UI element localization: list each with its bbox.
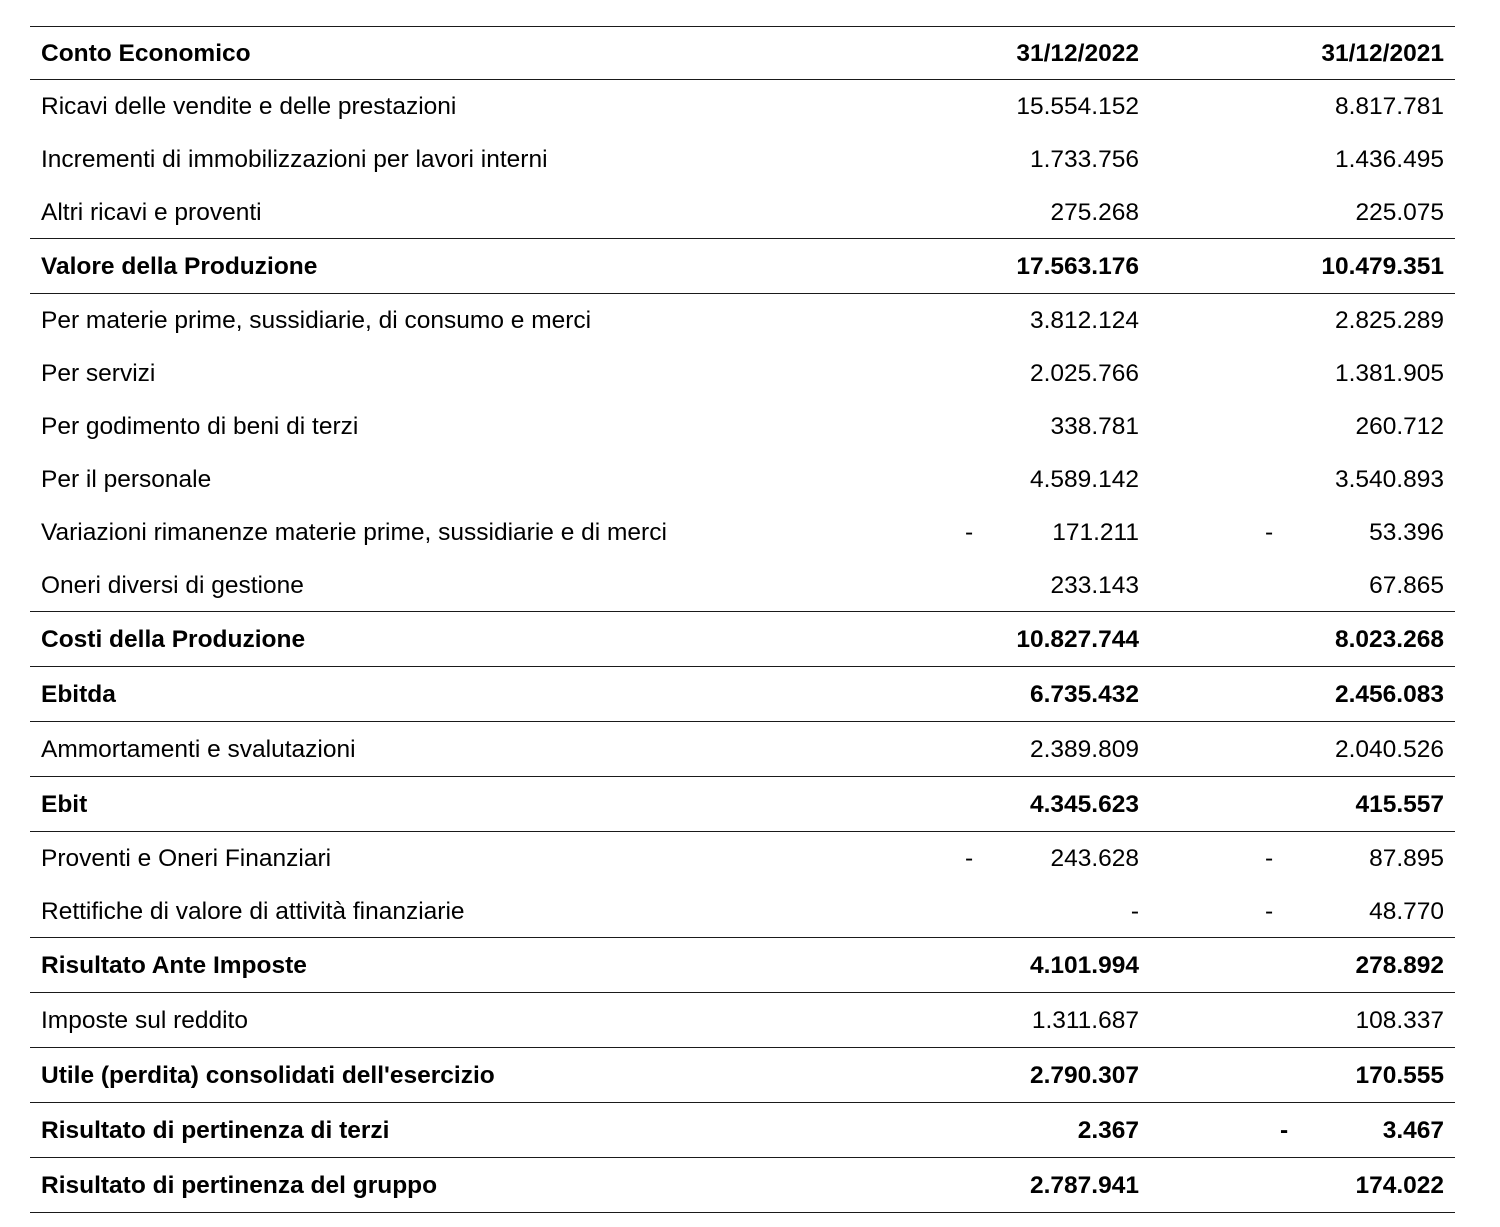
value-2021: 278.892 xyxy=(1355,952,1444,979)
value-2022: 338.781 xyxy=(1050,413,1139,440)
value-2021: 2.040.526 xyxy=(1335,736,1444,763)
row-label: Ebitda xyxy=(41,681,116,708)
value-2021: 67.865 xyxy=(1369,572,1444,599)
table-row xyxy=(30,722,1455,777)
row-label: Ammortamenti e svalutazioni xyxy=(41,736,356,763)
value-2021: 48.770 xyxy=(1369,898,1444,925)
row-label: Altri ricavi e proventi xyxy=(41,199,262,226)
value-2022: 2.389.809 xyxy=(1030,736,1139,763)
row-label: Rettifiche di valore di attività finanziarie xyxy=(41,898,465,925)
row-label: Ebit xyxy=(41,791,88,818)
value-2022: 171.211 xyxy=(1052,519,1139,546)
header-col-2022: 31/12/2022 xyxy=(1016,40,1139,67)
value-2022: 10.827.744 xyxy=(1016,626,1139,653)
table-row xyxy=(30,832,1455,885)
row-label: Proventi e Oneri Finanziari xyxy=(41,845,332,872)
income-statement-table xyxy=(30,26,1455,1213)
negative-sign-2022: - xyxy=(965,845,974,872)
value-2021: 53.396 xyxy=(1369,519,1444,546)
value-2021: 3.540.893 xyxy=(1335,466,1444,493)
subtotal-row xyxy=(30,612,1455,667)
value-2021: 170.555 xyxy=(1355,1062,1444,1089)
negative-sign-2022: - xyxy=(965,519,974,546)
table-row xyxy=(30,453,1455,506)
value-2021: 2.456.083 xyxy=(1335,681,1444,708)
value-2022: 1.733.756 xyxy=(1030,146,1139,173)
value-2021: 1.436.495 xyxy=(1335,146,1444,173)
negative-sign-2021: - xyxy=(1265,519,1274,546)
value-2021: 260.712 xyxy=(1355,413,1444,440)
value-2022: 3.812.124 xyxy=(1030,307,1139,334)
subtotal-row xyxy=(30,1048,1455,1103)
negative-sign-2021: - xyxy=(1280,1117,1289,1144)
value-2021: 415.557 xyxy=(1355,791,1444,818)
row-label: Risultato di pertinenza del gruppo xyxy=(41,1172,438,1199)
row-label: Risultato Ante Imposte xyxy=(41,952,307,979)
row-label: Per godimento di beni di terzi xyxy=(41,413,359,440)
row-label: Ricavi delle vendite e delle prestazioni xyxy=(41,93,457,120)
value-2021: 8.817.781 xyxy=(1335,93,1444,120)
value-2022: - xyxy=(1130,898,1139,925)
value-2021: 225.075 xyxy=(1355,199,1444,226)
value-2022: 2.787.941 xyxy=(1030,1172,1139,1199)
row-label: Costi della Produzione xyxy=(41,626,306,653)
value-2021: 87.895 xyxy=(1369,845,1444,872)
value-2022: 1.311.687 xyxy=(1031,1007,1139,1034)
header-col-2021: 31/12/2021 xyxy=(1321,40,1444,67)
subtotal-row xyxy=(30,667,1455,722)
subtotal-row xyxy=(30,777,1455,832)
row-label: Valore della Produzione xyxy=(41,253,318,280)
row-label: Imposte sul reddito xyxy=(41,1007,248,1034)
subtotal-row xyxy=(30,1103,1455,1158)
table-row xyxy=(30,80,1455,133)
value-2022: 275.268 xyxy=(1050,199,1139,226)
row-label: Per materie prime, sussidiarie, di consumo e merci xyxy=(41,307,592,334)
table-row xyxy=(30,400,1455,453)
table-row xyxy=(30,186,1455,239)
value-2021: 3.467 xyxy=(1382,1117,1444,1144)
negative-sign-2021: - xyxy=(1265,898,1274,925)
value-2022: 2.790.307 xyxy=(1030,1062,1139,1089)
table-row xyxy=(30,506,1455,559)
total-row xyxy=(30,1158,1455,1213)
row-label: Per servizi xyxy=(41,360,156,387)
value-2022: 4.345.623 xyxy=(1030,791,1139,818)
table-row xyxy=(30,133,1455,186)
value-2021: 108.337 xyxy=(1355,1007,1444,1034)
value-2021: 1.381.905 xyxy=(1335,360,1444,387)
value-2022: 2.367 xyxy=(1077,1117,1139,1144)
value-2022: 4.101.994 xyxy=(1030,952,1139,979)
header-label: Conto Economico xyxy=(41,40,251,67)
value-2022: 6.735.432 xyxy=(1030,681,1139,708)
subtotal-row xyxy=(30,239,1455,294)
table-row xyxy=(30,347,1455,400)
value-2021: 8.023.268 xyxy=(1335,626,1444,653)
row-label: Incrementi di immobilizzazioni per lavori interni xyxy=(41,146,548,173)
value-2021: 10.479.351 xyxy=(1321,253,1444,280)
value-2022: 15.554.152 xyxy=(1016,93,1139,120)
value-2022: 2.025.766 xyxy=(1030,360,1139,387)
row-label: Oneri diversi di gestione xyxy=(41,572,304,599)
table-row xyxy=(30,294,1455,347)
table-row xyxy=(30,885,1455,938)
value-2022: 17.563.176 xyxy=(1016,253,1139,280)
value-2021: 174.022 xyxy=(1355,1172,1444,1199)
negative-sign-2021: - xyxy=(1265,845,1274,872)
subtotal-row xyxy=(30,938,1455,993)
table-row xyxy=(30,993,1455,1048)
value-2022: 243.628 xyxy=(1050,845,1139,872)
table-row xyxy=(30,559,1455,612)
value-2022: 4.589.142 xyxy=(1030,466,1139,493)
row-label: Risultato di pertinenza di terzi xyxy=(41,1117,390,1144)
row-label: Per il personale xyxy=(41,466,212,493)
value-2021: 2.825.289 xyxy=(1335,307,1444,334)
value-2022: 233.143 xyxy=(1050,572,1139,599)
table-header-row xyxy=(30,27,1455,80)
row-label: Variazioni rimanenze materie prime, sussidiarie e di merci xyxy=(41,519,667,546)
row-label: Utile (perdita) consolidati dell'esercizio xyxy=(41,1062,495,1089)
